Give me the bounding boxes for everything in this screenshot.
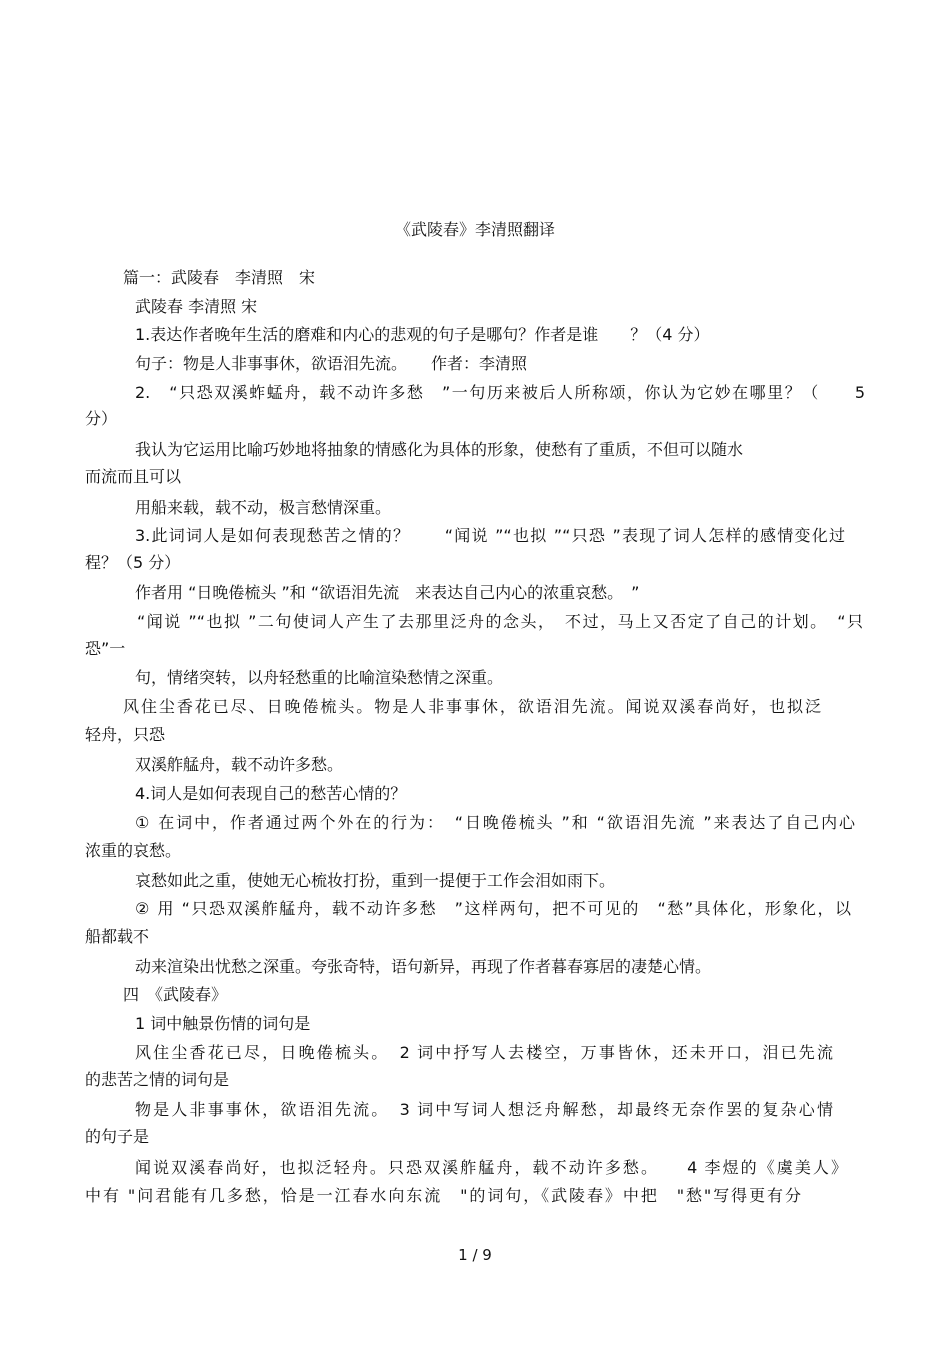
text-line: 哀愁如此之重，使她无心梳妆打扮，重到一提便于工作会泪如雨下。	[135, 871, 616, 890]
text-line: 分）	[85, 409, 118, 428]
text-line: 而流而且可以	[85, 467, 182, 486]
text-line: 作者用 “日晚倦梳头 ”和 “欲语泪先流 来表达自己内心的浓重哀愁。 ”	[135, 583, 640, 602]
text-line: 恐”一	[85, 639, 126, 658]
text-line: 的句子是	[85, 1127, 150, 1146]
text-line: 四 《武陵春》	[123, 985, 228, 1004]
text-line: 1.表达作者晚年生活的磨难和内心的悲观的句子是哪句？作者是谁 ？（4 分）	[135, 325, 710, 344]
text-line: ① 在词中，作者通过两个外在的行为： “日晚倦梳头 ”和 “欲语泪先流 ”来表达了自己内心	[135, 813, 855, 832]
text-line: 句子：物是人非事事休，欲语泪先流。 作者：李清照	[135, 354, 528, 373]
text-line: 我认为它运用比喻巧妙地将抽象的情感化为具体的形象，使愁有了重质，不但可以随水	[135, 440, 744, 459]
text-line: 篇一：武陵春 李清照 宋	[123, 268, 316, 287]
text-line: 武陵春 李清照 宋	[135, 297, 258, 316]
text-line: “闻说 ”“也拟 ”二句使词人产生了去那里泛舟的念头， 不过，马上又否定了自己的计划。 “只	[137, 612, 863, 631]
text-line: 句，情绪突转，以舟轻愁重的比喻渲染愁情之深重。	[135, 668, 504, 687]
page-number: 1 / 9	[458, 1246, 492, 1264]
text-line: ② 用 “只恐双溪舴艋舟，载不动许多愁 ”这样两句，把不可见的 “愁”具体化，形象化，以	[135, 899, 851, 918]
text-line: 动来渲染出忧愁之深重。夸张奇特，语句新异，再现了作者暮春寡居的凄楚心情。	[135, 957, 712, 976]
text-line: 双溪舴艋舟，载不动许多愁。	[135, 755, 344, 774]
text-line: 4.词人是如何表现自己的愁苦心情的？	[135, 784, 407, 803]
text-line: 用船来载，载不动，极言愁情深重。	[135, 498, 392, 517]
text-line: 浓重的哀愁。	[85, 841, 182, 860]
page-title: 《武陵春》李清照翻译	[394, 220, 555, 239]
text-line: 物是人非事事休，欲语泪先流。 3 词中写词人想泛舟解愁，却最终无奈作罢的复杂心情	[135, 1100, 833, 1119]
text-line: 程？（5 分）	[85, 553, 181, 572]
text-line: 的悲苦之情的词句是	[85, 1070, 230, 1089]
text-line: 风住尘香花已尽，日晚倦梳头。 2 词中抒写人去楼空，万事皆休，还未开口，泪已先流	[135, 1043, 833, 1062]
text-line: 轻舟，只恐	[85, 725, 166, 744]
text-line: 船都载不	[85, 927, 150, 946]
text-line: 风住尘香花已尽、日晚倦梳头。物是人非事事休，欲语泪先流。闻说双溪春尚好，也拟泛	[123, 697, 821, 716]
text-line: 2. “只恐双溪蚱蜢舟，载不动许多愁 ”一句历来被后人所称颂，你认为它妙在哪里？（ 5	[135, 383, 865, 402]
text-line: 闻说双溪春尚好，也拟泛轻舟。只恐双溪舴艋舟，载不动许多愁。 4 李煜的《虞美人》	[135, 1158, 847, 1177]
text-line: 3.此词词人是如何表现愁苦之情的？ “闻说 ”“也拟 ”“只恐 ”表现了词人怎样的感情变化过	[135, 526, 845, 545]
text-line: 1 词中触景伤情的词句是	[135, 1014, 311, 1033]
text-line: 中有 "问君能有几多愁，恰是一江春水向东流 "的词句，《武陵春》中把 "愁"写得更有分	[85, 1186, 801, 1205]
